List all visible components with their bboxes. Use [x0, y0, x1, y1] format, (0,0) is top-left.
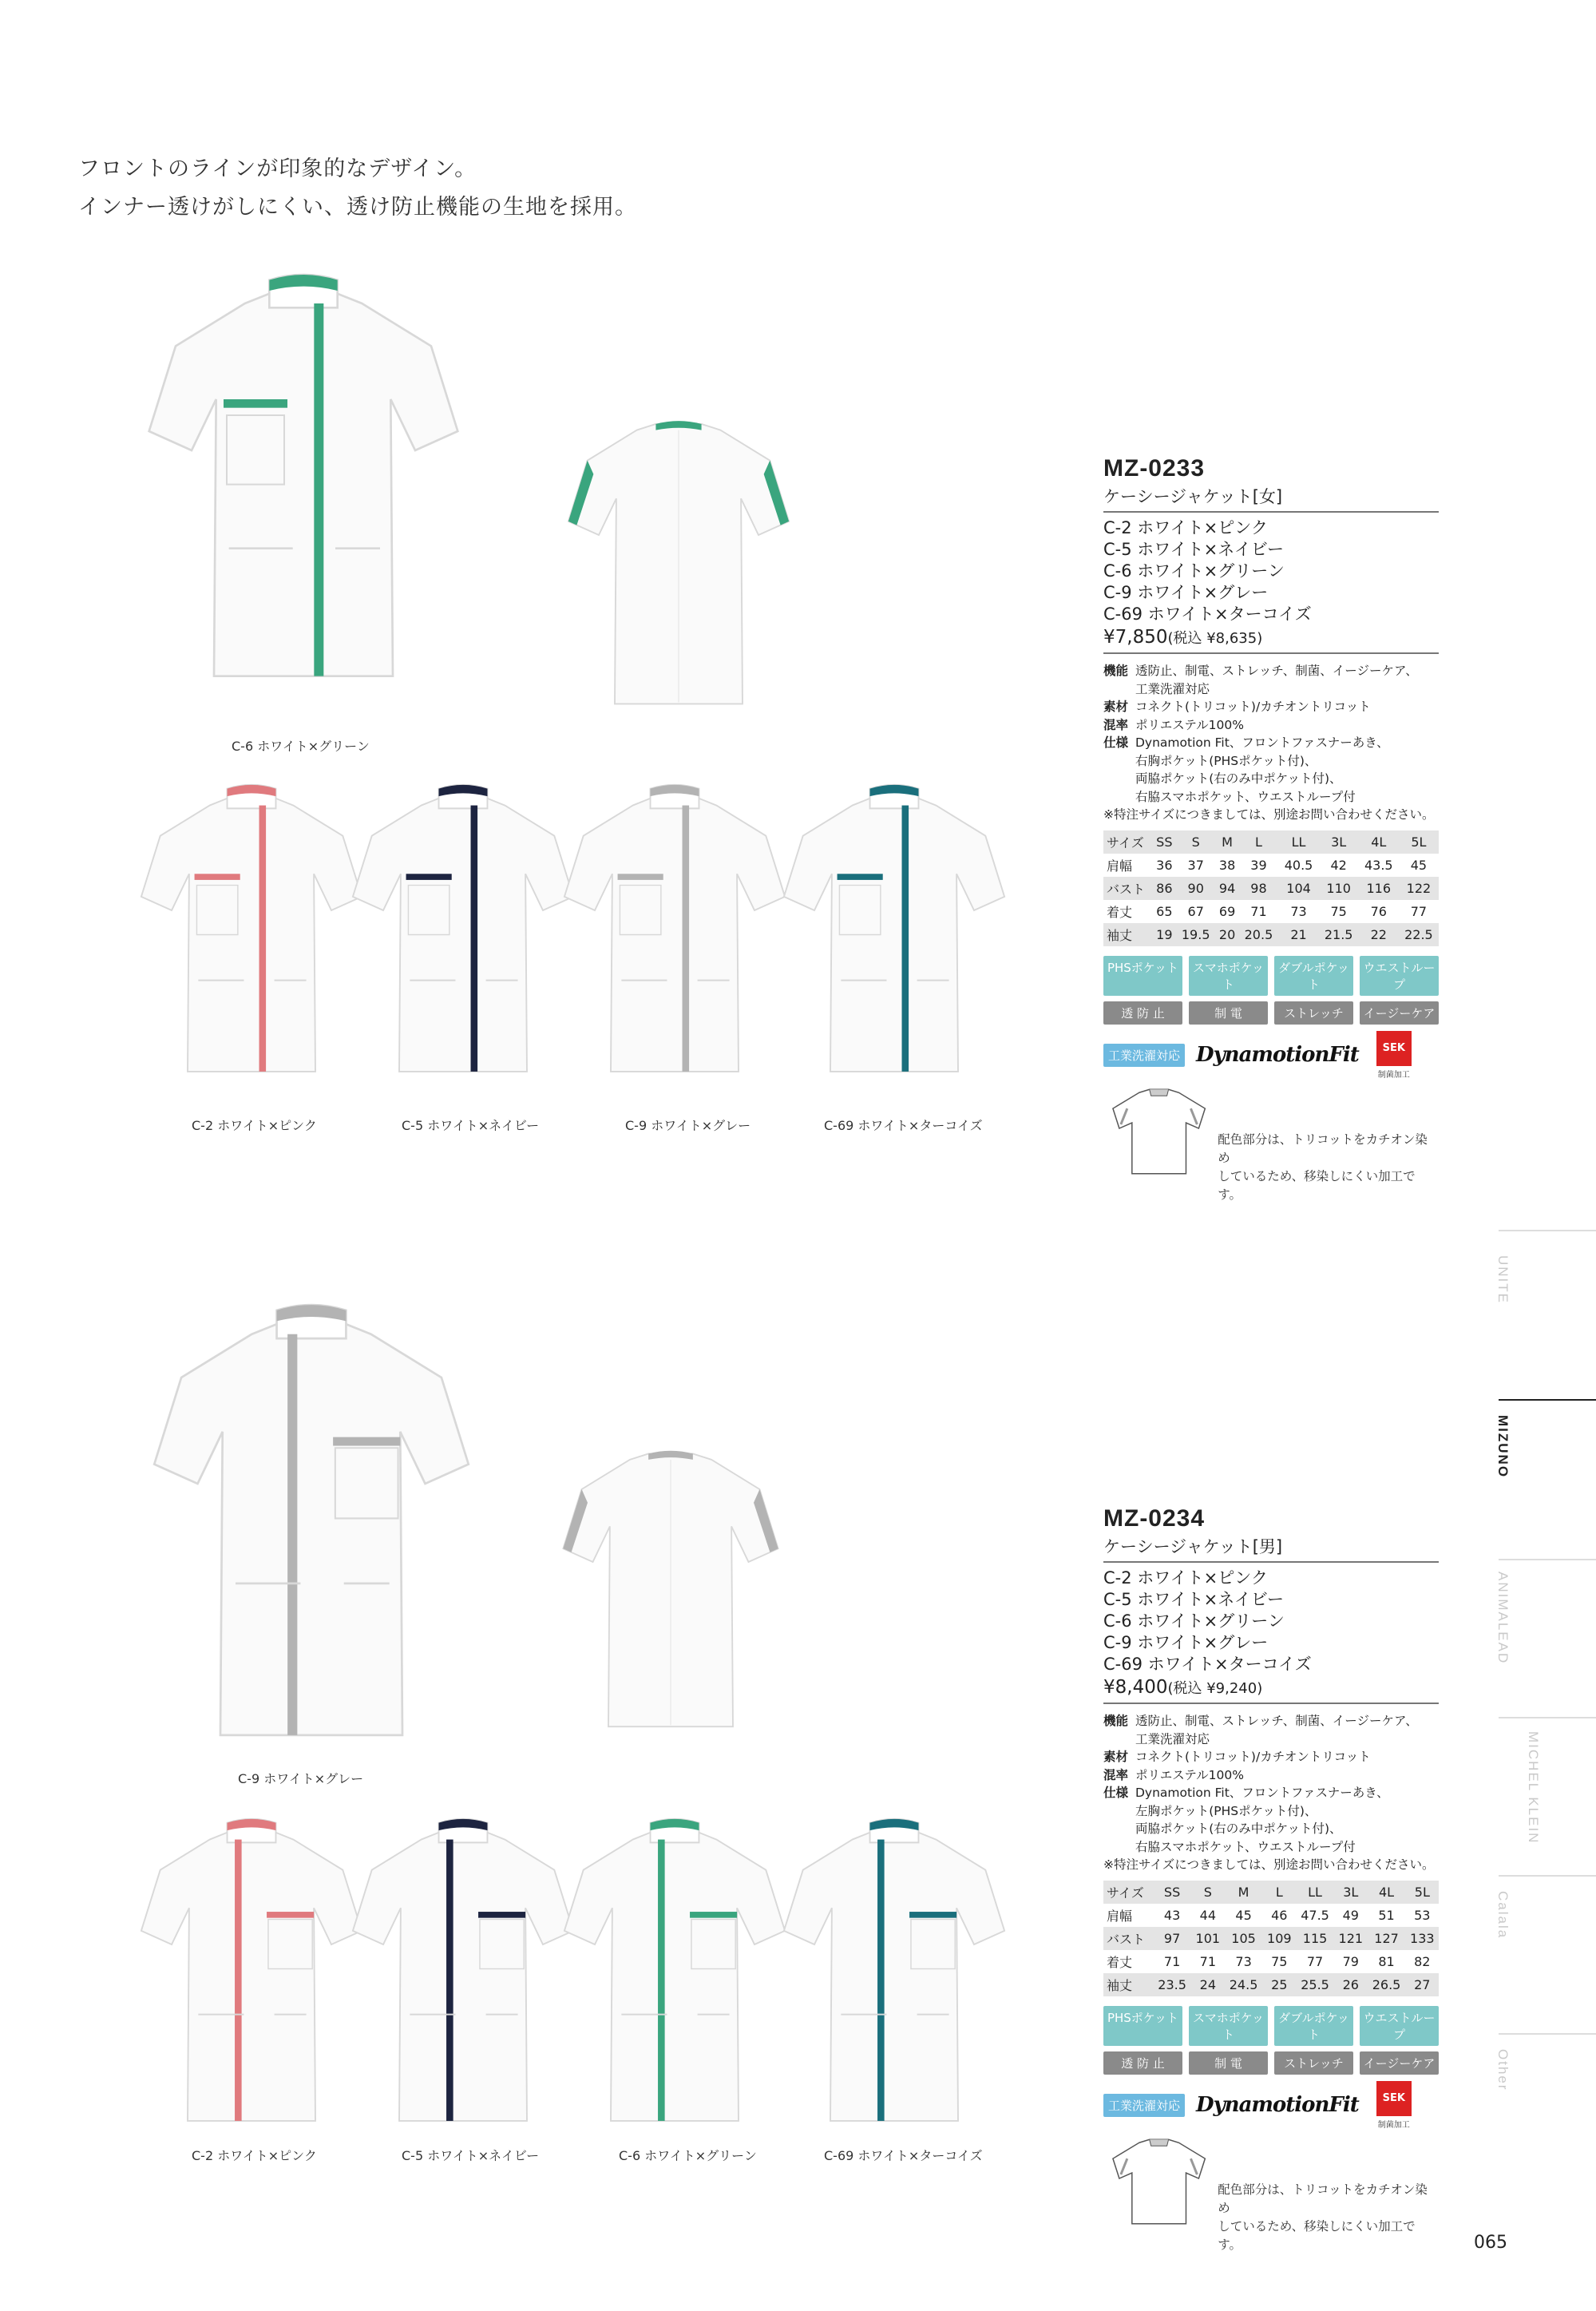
- caption-bottom-c69: C-69 ホワイト×ターコイズ: [824, 2148, 983, 2163]
- spec-label: 素材: [1103, 700, 1129, 714]
- spec-label: 機能: [1103, 664, 1129, 678]
- size-cell: 133: [1406, 1927, 1439, 1950]
- sek-icon: SEK: [1376, 2081, 1412, 2116]
- size-cell: 51: [1378, 1907, 1395, 1923]
- size-cell: 121: [1334, 1927, 1367, 1950]
- function-tag: 制 電: [1189, 1001, 1268, 1025]
- note-line: しているため、移染しにくい加工です。: [1218, 2218, 1416, 2252]
- size-cell: 127: [1367, 1927, 1405, 1950]
- table-row: [1103, 1927, 1439, 1950]
- size-cell: 46: [1271, 1907, 1288, 1923]
- function-tag: 制 電: [1189, 2051, 1268, 2075]
- spec-list: [1103, 1712, 1439, 1874]
- size-header-cell: S: [1176, 830, 1216, 854]
- price-value: ¥8,400: [1103, 1677, 1168, 1698]
- jacket-female-green: [112, 272, 495, 719]
- feature-tag: スマホポケット: [1189, 2006, 1268, 2046]
- size-cell: 105: [1224, 1927, 1262, 1950]
- feature-tag: ウエストループ: [1360, 956, 1439, 996]
- jacket-male-turquoise: [762, 1817, 1026, 2136]
- jacket-male-back: [511, 1437, 830, 1749]
- product-panel-mz0233: [1103, 455, 1439, 1204]
- feature-tag: スマホポケット: [1189, 956, 1268, 996]
- size-cell: 109: [1263, 1927, 1296, 1950]
- size-cell: 110: [1319, 877, 1359, 900]
- spec-label: 機能: [1103, 1714, 1129, 1728]
- spec-style: Dynamotion Fit、フロントファスナーあき、: [1135, 1786, 1389, 1800]
- spec-style-cont: 両脇ポケット(右のみ中ポケット付)、: [1135, 771, 1342, 786]
- size-header-cell: S: [1191, 1881, 1224, 1904]
- color-option: C-6 ホワイト×グリーン: [1103, 561, 1285, 581]
- wash-tag: 工業洗濯対応: [1103, 1044, 1185, 1067]
- size-header-cell: 4L: [1367, 1881, 1405, 1904]
- price-tax: (税込 ¥9,240): [1167, 1680, 1263, 1697]
- size-cell: 23.5: [1153, 1973, 1191, 1996]
- intro-line-2: インナー透けがしにくい、透け防止機能の生地を採用。: [78, 195, 637, 220]
- size-cell: 20.5: [1238, 923, 1278, 946]
- table-row: [1103, 1973, 1439, 1996]
- tab-divider: [1499, 1717, 1596, 1718]
- caption-top-main: C-6 ホワイト×グリーン: [232, 739, 370, 754]
- size-cell: 90: [1176, 877, 1216, 900]
- tab-divider: [1499, 1875, 1596, 1877]
- size-cell: 19.5: [1176, 923, 1216, 946]
- note-line: 配色部分は、トリコットをカチオン染め: [1218, 2182, 1428, 2215]
- size-table-header: [1103, 1881, 1439, 1904]
- size-header-cell: LL: [1296, 1881, 1334, 1904]
- size-cell: 47.5: [1301, 1907, 1329, 1923]
- size-cell: 65: [1156, 903, 1173, 919]
- dynamotion-logo: DynamotionFit: [1196, 1043, 1359, 1067]
- size-cell: 116: [1359, 877, 1399, 900]
- size-cell: 98: [1238, 877, 1278, 900]
- size-cell: 肩幅: [1107, 1908, 1133, 1924]
- color-option: C-5 ホワイト×ネイビー: [1103, 540, 1284, 559]
- function-tag: イージーケア: [1360, 2051, 1439, 2075]
- spec-style-cont: 左胸ポケット(PHSポケット付)、: [1135, 1803, 1317, 1818]
- spec-blend: ポリエステル100%: [1135, 717, 1244, 732]
- spec-function: 透防止、制電、ストレッチ、制菌、イージーケア、: [1135, 1714, 1418, 1728]
- spec-label: 素材: [1103, 1750, 1129, 1764]
- function-tag: ストレッチ: [1274, 1001, 1353, 1025]
- caption-top-c69: C-69 ホワイト×ターコイズ: [824, 1118, 983, 1133]
- intro-text: [78, 150, 637, 227]
- size-cell: 75: [1330, 903, 1347, 919]
- size-cell: 37: [1187, 857, 1204, 873]
- size-cell: 24: [1191, 1973, 1224, 1996]
- size-cell: 75: [1271, 1953, 1288, 1969]
- size-table: [1103, 830, 1439, 946]
- size-cell: 22: [1359, 923, 1399, 946]
- size-cell: 肩幅: [1107, 858, 1133, 874]
- sek-caption: 制菌加工: [1377, 1070, 1410, 1080]
- size-cell: 袖丈: [1103, 923, 1153, 946]
- size-cell: 45: [1235, 1907, 1252, 1923]
- function-tag: イージーケア: [1360, 1001, 1439, 1025]
- size-header-cell: サイズ: [1103, 830, 1153, 854]
- size-cell: 25.5: [1296, 1973, 1334, 1996]
- size-cell: 67: [1187, 903, 1204, 919]
- size-table-header: [1103, 830, 1439, 854]
- size-header-cell: M: [1216, 830, 1239, 854]
- color-option: C-9 ホワイト×グレー: [1103, 583, 1269, 602]
- size-cell: 22.5: [1399, 923, 1439, 946]
- function-tag: ストレッチ: [1274, 2051, 1353, 2075]
- tab-divider: [1499, 1230, 1596, 1231]
- size-cell: 26.5: [1367, 1973, 1405, 1996]
- size-cell: バスト: [1103, 877, 1153, 900]
- model-number: MZ-0233: [1103, 455, 1206, 482]
- color-option: C-9 ホワイト×グレー: [1103, 1633, 1269, 1652]
- size-cell: 20: [1216, 923, 1239, 946]
- tab-divider: [1499, 2033, 1596, 2035]
- size-header-cell: 4L: [1359, 830, 1399, 854]
- size-cell: 69: [1218, 903, 1236, 919]
- badge-row: [1103, 2081, 1439, 2130]
- size-header-cell: 5L: [1399, 830, 1439, 854]
- model-number: MZ-0234: [1103, 1505, 1206, 1532]
- caption-top-c5: C-5 ホワイト×ネイビー: [402, 1118, 540, 1133]
- dynamotion-logo: DynamotionFit: [1196, 2093, 1359, 2117]
- jacket-female-turquoise: [762, 783, 1026, 1102]
- table-row: [1103, 877, 1439, 900]
- size-cell: 81: [1378, 1953, 1395, 1969]
- spec-function-cont: 工業洗濯対応: [1135, 681, 1210, 696]
- note-line: 配色部分は、トリコットをカチオン染め: [1218, 1132, 1428, 1165]
- size-cell: 71: [1250, 903, 1267, 919]
- size-cell: 着丈: [1107, 1954, 1133, 1970]
- table-row: [1103, 923, 1439, 946]
- color-option: C-2 ホワイト×ピンク: [1103, 518, 1268, 537]
- size-cell: 21: [1279, 923, 1319, 946]
- size-header-cell: SS: [1153, 1881, 1191, 1904]
- spec-style-cont: 右脇スマホポケット、ウエストループ付: [1135, 1839, 1356, 1854]
- sek-mark: [1376, 1031, 1412, 1080]
- badge-row: [1103, 1031, 1439, 1080]
- function-tag: 透 防 止: [1103, 2051, 1182, 2075]
- size-cell: 43: [1163, 1907, 1181, 1923]
- note-block: [1103, 2135, 1439, 2254]
- size-cell: 45: [1410, 857, 1428, 873]
- caption-bottom-c5: C-5 ホワイト×ネイビー: [402, 2148, 540, 2163]
- size-cell: 79: [1342, 1953, 1359, 1969]
- size-cell: 53: [1414, 1907, 1431, 1923]
- color-option: C-69 ホワイト×ターコイズ: [1103, 605, 1312, 624]
- size-cell: 40.5: [1284, 857, 1313, 873]
- sek-icon: SEK: [1376, 1031, 1412, 1066]
- spec-style-cont: 右胸ポケット(PHSポケット付)、: [1135, 753, 1317, 768]
- color-option: C-2 ホワイト×ピンク: [1103, 1568, 1268, 1588]
- size-cell: 25: [1263, 1973, 1296, 1996]
- wash-tag: 工業洗濯対応: [1103, 2094, 1185, 2117]
- size-cell: 115: [1296, 1927, 1334, 1950]
- sek-caption: 制菌加工: [1377, 2120, 1410, 2130]
- caption-bottom-c6: C-6 ホワイト×グリーン: [619, 2148, 757, 2163]
- size-cell: 36: [1156, 857, 1173, 873]
- spec-blend: ポリエステル100%: [1135, 1767, 1244, 1782]
- price-value: ¥7,850: [1103, 627, 1168, 648]
- size-cell: 82: [1414, 1953, 1431, 1969]
- spec-style-cont: 右脇スマホポケット、ウエストループ付: [1135, 789, 1356, 804]
- size-cell: 着丈: [1107, 904, 1133, 920]
- spec-label: 混率: [1103, 1767, 1129, 1782]
- color-list: [1103, 1568, 1439, 1675]
- size-cell: 38: [1218, 857, 1236, 873]
- size-cell: 101: [1191, 1927, 1224, 1950]
- jacket-male-grey: [120, 1302, 503, 1757]
- size-cell: 77: [1410, 903, 1428, 919]
- size-header-cell: 5L: [1406, 1881, 1439, 1904]
- size-cell: 71: [1163, 1953, 1181, 1969]
- size-cell: 73: [1235, 1953, 1252, 1969]
- tab-michel-klein[interactable]: MICHEL KLEIN: [1526, 1731, 1541, 1845]
- tab-mizuno[interactable]: MIZUNO: [1495, 1415, 1511, 1479]
- jacket-female-back: [551, 407, 806, 727]
- size-cell: 42: [1330, 857, 1347, 873]
- intro-line-1: フロントのラインが印象的なデザイン。: [78, 157, 477, 181]
- product-panel-mz0234: [1103, 1505, 1439, 2254]
- feature-tags: [1103, 2006, 1439, 2075]
- spec-function-cont: 工業洗濯対応: [1135, 1731, 1210, 1746]
- spec-label: 混率: [1103, 717, 1129, 732]
- size-cell: 27: [1406, 1973, 1439, 1996]
- size-cell: 76: [1370, 903, 1387, 919]
- note-block: [1103, 1084, 1439, 1204]
- size-header-cell: 3L: [1334, 1881, 1367, 1904]
- size-cell: 94: [1216, 877, 1239, 900]
- size-cell: 21.5: [1319, 923, 1359, 946]
- back-diagram-icon: [1103, 2135, 1214, 2230]
- tab-animalead[interactable]: ANIMALEAD: [1495, 1572, 1511, 1665]
- note-line: しているため、移染しにくい加工です。: [1218, 1168, 1416, 1202]
- spec-note: ※特注サイズにつきましては、別途お問い合わせください。: [1103, 1857, 1435, 1872]
- caption-top-c2: C-2 ホワイト×ピンク: [192, 1118, 317, 1133]
- size-cell: 49: [1342, 1907, 1359, 1923]
- product-name: ケーシージャケット[女]: [1103, 484, 1439, 513]
- price: [1103, 627, 1439, 654]
- size-header-cell: L: [1238, 830, 1278, 854]
- table-row: [1103, 1950, 1439, 1973]
- spec-label: 仕様: [1103, 1786, 1129, 1800]
- size-cell: 104: [1279, 877, 1319, 900]
- size-table: [1103, 1881, 1439, 1996]
- size-cell: バスト: [1103, 1927, 1153, 1950]
- tab-divider: [1499, 1559, 1596, 1560]
- page-number: 065: [1474, 2233, 1507, 2253]
- size-cell: 73: [1290, 903, 1307, 919]
- size-cell: 77: [1306, 1953, 1324, 1969]
- size-header-cell: L: [1263, 1881, 1296, 1904]
- size-header-cell: サイズ: [1103, 1881, 1153, 1904]
- color-list: [1103, 517, 1439, 625]
- feature-tags: [1103, 956, 1439, 1025]
- table-row: [1103, 1904, 1439, 1927]
- color-option: C-6 ホワイト×グリーン: [1103, 1611, 1285, 1631]
- size-cell: 122: [1399, 877, 1439, 900]
- spec-material: コネクト(トリコット)/カチオントリコット: [1135, 1750, 1371, 1764]
- feature-tag: ダブルポケット: [1274, 2006, 1353, 2046]
- color-option: C-5 ホワイト×ネイビー: [1103, 1590, 1284, 1609]
- spec-function: 透防止、制電、ストレッチ、制菌、イージーケア、: [1135, 664, 1418, 678]
- size-cell: 86: [1153, 877, 1176, 900]
- size-cell: 袖丈: [1103, 1973, 1153, 1996]
- spec-style: Dynamotion Fit、フロントファスナーあき、: [1135, 735, 1389, 750]
- table-row: [1103, 900, 1439, 923]
- size-cell: 44: [1199, 1907, 1216, 1923]
- feature-tag: ダブルポケット: [1274, 956, 1353, 996]
- color-option: C-69 ホワイト×ターコイズ: [1103, 1655, 1312, 1674]
- feature-tag: PHSポケット: [1103, 956, 1182, 996]
- size-header-cell: LL: [1279, 830, 1319, 854]
- feature-tag: PHSポケット: [1103, 2006, 1182, 2046]
- size-cell: 26: [1334, 1973, 1367, 1996]
- size-cell: 24.5: [1224, 1973, 1262, 1996]
- size-cell: 97: [1153, 1927, 1191, 1950]
- caption-bottom-c2: C-2 ホワイト×ピンク: [192, 2148, 317, 2163]
- size-header-cell: SS: [1153, 830, 1176, 854]
- size-cell: 43.5: [1364, 857, 1393, 873]
- tab-divider-active: [1499, 1399, 1596, 1401]
- table-row: [1103, 854, 1439, 877]
- tab-other[interactable]: Other: [1495, 2049, 1511, 2091]
- size-header-cell: 3L: [1319, 830, 1359, 854]
- caption-bottom-main: C-9 ホワイト×グレー: [238, 1771, 364, 1786]
- product-name: ケーシージャケット[男]: [1103, 1534, 1439, 1563]
- size-cell: 71: [1199, 1953, 1216, 1969]
- back-diagram-icon: [1103, 1084, 1214, 1180]
- size-cell: 19: [1153, 923, 1176, 946]
- feature-tag: ウエストループ: [1360, 2006, 1439, 2046]
- size-cell: 39: [1250, 857, 1267, 873]
- tab-calala[interactable]: Calala: [1495, 1891, 1511, 1940]
- spec-material: コネクト(トリコット)/カチオントリコット: [1135, 700, 1371, 714]
- spec-note: ※特注サイズにつきましては、別途お問い合わせください。: [1103, 807, 1435, 822]
- tab-unite[interactable]: UNITE: [1495, 1255, 1511, 1304]
- sek-mark: [1376, 2081, 1412, 2130]
- function-tag: 透 防 止: [1103, 1001, 1182, 1025]
- caption-top-c9: C-9 ホワイト×グレー: [625, 1118, 751, 1133]
- spec-style-cont: 両脇ポケット(右のみ中ポケット付)、: [1135, 1821, 1342, 1836]
- price: [1103, 1677, 1439, 1704]
- size-header-cell: M: [1224, 1881, 1262, 1904]
- spec-label: 仕様: [1103, 735, 1129, 750]
- spec-list: [1103, 662, 1439, 824]
- price-tax: (税込 ¥8,635): [1167, 630, 1263, 647]
